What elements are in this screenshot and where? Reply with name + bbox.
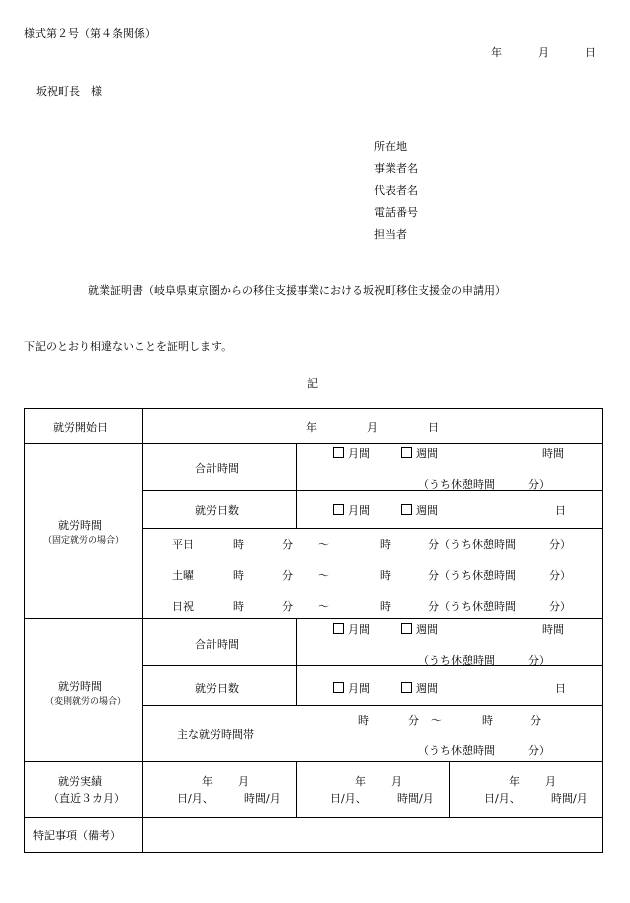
checkbox[interactable] (333, 682, 344, 693)
main-hours-h1: 時 (358, 714, 369, 727)
fixed-section-label: 就労時間 (58, 519, 102, 532)
row-divider (24, 618, 603, 619)
fixed-days-opt-week[interactable] (401, 502, 438, 518)
variable-days-opt-month[interactable] (333, 680, 370, 696)
opt-month-label: 月間 (348, 623, 370, 636)
start-date-month: 月 (367, 421, 378, 434)
tilde: ～ (318, 538, 329, 551)
row-divider (24, 443, 603, 444)
variable-section-label: 就労時間 (58, 680, 102, 693)
opt-month-label: 月間 (348, 682, 370, 695)
field-representative: 代表者名 (374, 184, 418, 197)
record-year-unit: 年 (202, 775, 213, 788)
main-hours-m1: 分 (408, 714, 419, 727)
fixed-total-unit-hours: 時間 (542, 447, 564, 460)
record-label-1: 就労実績 (58, 775, 102, 788)
hour-unit: 時 (233, 569, 244, 582)
main-hours-h2: 時 (482, 714, 493, 727)
col-divider (296, 761, 297, 817)
date-month: 月 (538, 46, 549, 59)
minute-unit: 分 (282, 600, 293, 613)
checkbox[interactable] (333, 447, 344, 458)
fixed-total-opt-week[interactable] (401, 445, 438, 461)
start-date-label: 就労開始日 (53, 421, 108, 434)
col-divider (296, 443, 297, 529)
minute-unit: 分 (282, 569, 293, 582)
variable-total-opt-week[interactable] (401, 621, 438, 637)
notes-field[interactable] (144, 819, 602, 852)
addressee: 坂祝町長 様 (36, 85, 102, 98)
field-address: 所在地 (374, 140, 407, 153)
date-day: 日 (585, 46, 596, 59)
fixed-work-days-label: 就労日数 (195, 504, 239, 517)
hour-unit: 時 (380, 600, 391, 613)
record-hours-unit: 時間/月 (244, 792, 281, 805)
hour-unit: 時 (233, 538, 244, 551)
col-divider (449, 761, 450, 817)
intro-text: 下記のとおり相違ないことを証明します。 (24, 340, 233, 353)
col-divider (296, 618, 297, 706)
tilde: ～ (318, 569, 329, 582)
row-divider (24, 817, 603, 818)
record-year-unit: 年 (355, 775, 366, 788)
ki-label: 記 (307, 377, 318, 390)
variable-total-hours-label: 合計時間 (195, 638, 239, 651)
minute-break-unit: 分（うち休憩時間 分） (428, 600, 571, 613)
fixed-days-unit: 日 (555, 504, 566, 517)
variable-total-break-note: （うち休憩時間 分） (418, 654, 550, 667)
tilde: ～ (318, 600, 329, 613)
record-year-unit: 年 (509, 775, 520, 788)
record-days-unit: 日/月、 (330, 792, 367, 805)
hour-unit: 時 (380, 569, 391, 582)
main-hours-break-note: （うち休憩時間 分） (418, 744, 550, 757)
fixed-total-hours-label: 合計時間 (195, 462, 239, 475)
day-label: 土曜 (172, 569, 194, 582)
record-month-unit: 月 (391, 775, 402, 788)
variable-section-sub: （変則就労の場合） (45, 697, 127, 707)
variable-work-days-label: 就労日数 (195, 682, 239, 695)
minute-break-unit: 分（うち休憩時間 分） (428, 538, 571, 551)
notes-label: 特記事項（備考） (33, 829, 121, 842)
variable-days-opt-week[interactable] (401, 680, 438, 696)
fixed-days-opt-month[interactable] (333, 502, 370, 518)
day-label: 日祝 (172, 600, 194, 613)
record-month-unit: 月 (545, 775, 556, 788)
checkbox[interactable] (401, 504, 412, 515)
record-days-unit: 日/月、 (177, 792, 214, 805)
opt-week-label: 週間 (416, 447, 438, 460)
checkbox[interactable] (401, 447, 412, 458)
record-days-unit: 日/月、 (484, 792, 521, 805)
hour-unit: 時 (233, 600, 244, 613)
row-divider (142, 528, 603, 529)
hour-unit: 時 (380, 538, 391, 551)
opt-week-label: 週間 (416, 623, 438, 636)
minute-break-unit: 分（うち休憩時間 分） (428, 569, 571, 582)
start-date-day: 日 (428, 421, 439, 434)
date-year: 年 (491, 46, 502, 59)
minute-unit: 分 (282, 538, 293, 551)
opt-month-label: 月間 (348, 447, 370, 460)
variable-days-unit: 日 (555, 682, 566, 695)
opt-month-label: 月間 (348, 504, 370, 517)
day-label: 平日 (172, 538, 194, 551)
checkbox[interactable] (333, 623, 344, 634)
fixed-total-opt-month[interactable] (333, 445, 370, 461)
record-hours-unit: 時間/月 (397, 792, 434, 805)
record-label-2: （直近３カ月） (48, 792, 125, 805)
record-month-unit: 月 (238, 775, 249, 788)
fixed-section-sub: （固定就労の場合） (43, 536, 125, 546)
row-divider (24, 761, 603, 762)
field-contact-person: 担当者 (374, 228, 407, 241)
main-hours-label: 主な就労時間帯 (177, 728, 254, 741)
form-number: 様式第２号（第４条関係） (24, 27, 156, 40)
checkbox[interactable] (401, 623, 412, 634)
document-title: 就業証明書（岐阜県東京圏からの移住支援事業における坂祝町移住支援金の申請用） (88, 284, 506, 297)
main-hours-m2: 分 (530, 714, 541, 727)
opt-week-label: 週間 (416, 504, 438, 517)
field-company: 事業者名 (374, 162, 418, 175)
record-hours-unit: 時間/月 (551, 792, 588, 805)
variable-total-opt-month[interactable] (333, 621, 370, 637)
checkbox[interactable] (401, 682, 412, 693)
main-hours-tilde: ～ (431, 714, 442, 727)
fixed-total-break-note: （うち休憩時間 分） (418, 478, 550, 491)
variable-total-unit-hours: 時間 (542, 623, 564, 636)
col-divider (142, 408, 143, 853)
opt-week-label: 週間 (416, 682, 438, 695)
start-date-year: 年 (306, 421, 317, 434)
checkbox[interactable] (333, 504, 344, 515)
row-divider (142, 705, 603, 706)
field-phone: 電話番号 (374, 206, 418, 219)
